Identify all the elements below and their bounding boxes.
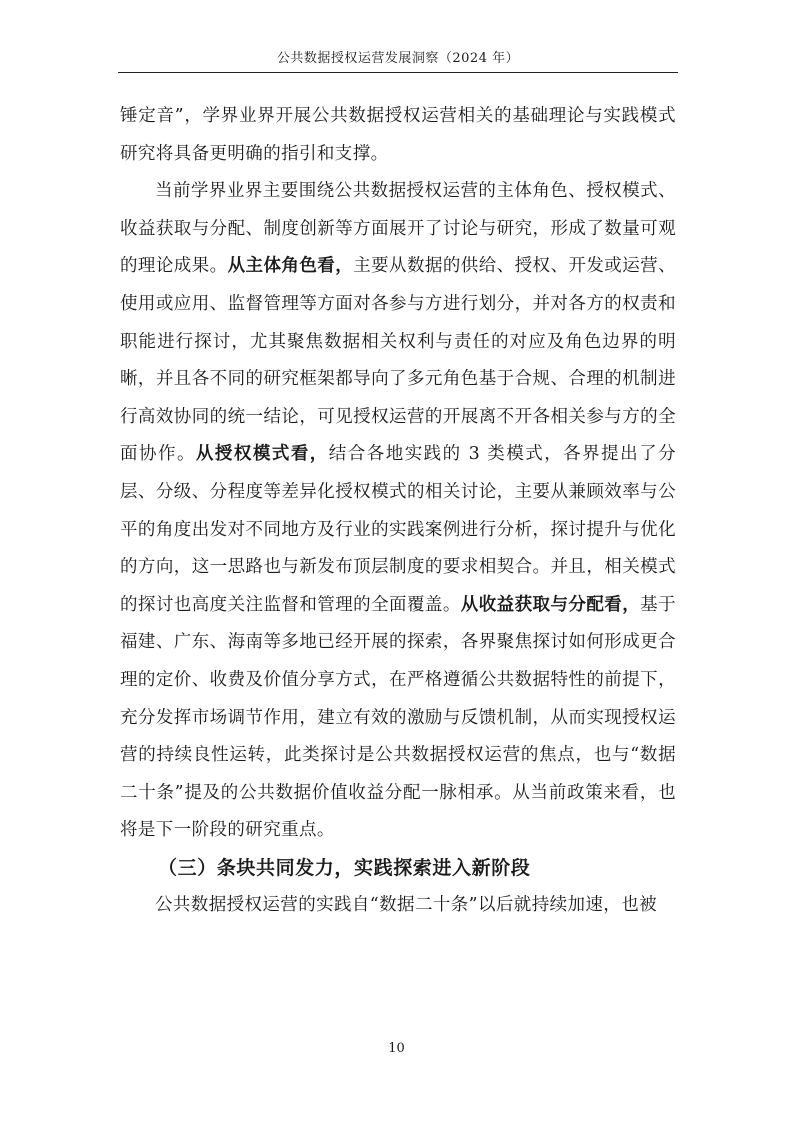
lead-revenue-distribution: 从收益获取与分配看， — [460, 594, 641, 615]
section-heading: （三）条块共同发力，实践探索进入新阶段 — [158, 856, 531, 879]
text-revenue-distribution: 基于福建、广东、海南等多地已经开展的探索，各界聚焦探讨如何形成更合理的定价、收费及价值分享方式，在严格遵循公共数据特性的前提下，充分发挥市场调节作用，建立有效的激励与反馈机制，从而实现授权运营的持续良性运转，此类探讨是公共数据授权运营的焦点，也与“数据二十条”提及的公共数据价值收益分配一脉相承。从当前政策来看，也将是下一阶段的研究重点。 — [120, 594, 676, 841]
paragraph-research-overview — [120, 173, 676, 850]
lead-subject-roles: 从主体角色看， — [227, 256, 354, 277]
running-header: 公共数据授权运营发展洞察（2024 年） — [276, 51, 520, 66]
page-number: 10 — [388, 1041, 405, 1056]
text-authorization-models: 结合各地实践的 3 类模式，各界提出了分层、分级、分程度等差异化授权模式的相关讨论，主要从兼顾效率与公平的角度出发对不同地方及行业的实践案例进行分析，探讨提升与优化的方向，这一思路也与新发布顶层制度的要求相契合。并且，相关模式的探讨也高度关注监督和管理的全面覆盖。 — [120, 444, 676, 615]
paragraph-continuation: 锤定音”，学界业界开展公共数据授权运营相关的基础理论与实践模式研究将具备更明确的指引和支撑。 — [120, 106, 676, 164]
paragraph-intro: 当前学界业界主要围绕公共数据授权运营的主体角色、授权模式、收益获取与分配、制度创新等方面展开了讨论与研究，形成了数量可观的理论成果。 — [120, 181, 676, 277]
lead-authorization-models: 从授权模式看， — [195, 444, 329, 465]
text-subject-roles: 主要从数据的供给、授权、开发或运营、使用或应用、监督管理等方面对各参与方进行划分，并对各方的权责和职能进行探讨，尤其聚焦数据相关权利与责任的对应及角色边界的明晰，并且各不同的研究框架都导向了多元角色基于合规、合理的机制进行高效协同的统一结论，可见授权运营的开展离不开各相关参与方的全面协作。 — [120, 256, 676, 465]
header-divider — [118, 72, 678, 73]
paragraph-practice: 公共数据授权运营的实践自“数据二十条”以后就持续加速，也被 — [155, 895, 657, 916]
document-body — [120, 98, 676, 925]
